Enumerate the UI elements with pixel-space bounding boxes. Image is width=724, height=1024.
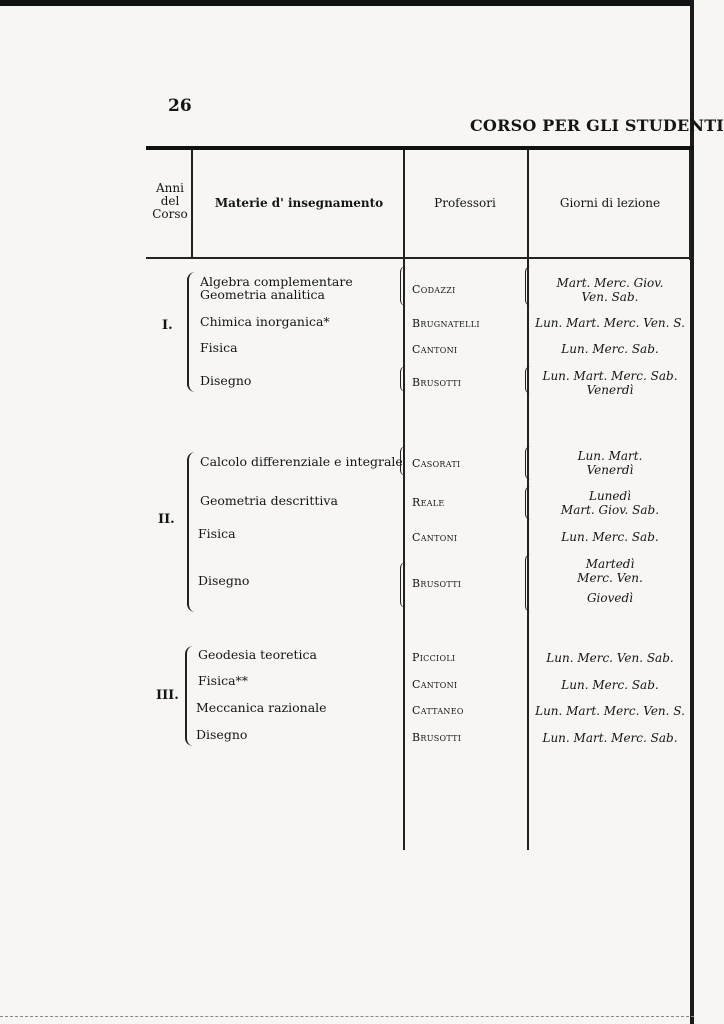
- subject-cell: Disegno: [196, 727, 248, 742]
- days-cell: Lun. Merc. Sab.: [561, 342, 659, 356]
- year-label: II.: [158, 512, 175, 527]
- year-brace: [185, 646, 195, 746]
- professor-cell: Cantoni: [412, 678, 458, 691]
- header-subjects: Materie d' insegnamento: [214, 196, 384, 210]
- header-days: Giorni di lezione: [559, 196, 661, 210]
- professor-cell: Codazzi: [412, 283, 456, 296]
- row-brace: [400, 266, 406, 306]
- row-brace: [400, 562, 406, 608]
- professor-cell: Brusotti: [412, 376, 462, 389]
- subject-cell: Chimica inorganica*: [200, 314, 330, 329]
- subject-cell: Fisica: [200, 340, 238, 355]
- days-cell: Lun. Mart. Merc. Ven. S.: [535, 704, 685, 718]
- year-label: III.: [156, 688, 179, 703]
- professor-cell: Cantoni: [412, 343, 458, 356]
- subject-cell: Disegno: [198, 573, 250, 588]
- row-brace: [400, 446, 406, 476]
- subject-cell: Fisica: [198, 526, 236, 541]
- days-cell: Lun. Mart. Merc. Sab.: [542, 369, 678, 383]
- subject-cell: Algebra complementare: [200, 274, 353, 289]
- running-head: CORSO PER GLI STUDENTI: [470, 116, 724, 135]
- scan-top-edge: [0, 0, 694, 6]
- days-cell: Lun. Merc. Ven. Sab.: [546, 651, 674, 665]
- column-divider-2: [403, 150, 405, 850]
- header-professors: Professori: [434, 196, 496, 210]
- subject-cell: Geodesia teoretica: [198, 647, 317, 662]
- professor-cell: Brusotti: [412, 577, 462, 590]
- subject-cell: Meccanica razionale: [196, 700, 327, 715]
- year-brace: [187, 452, 197, 612]
- table-top-rule: [146, 146, 694, 150]
- days-cell: Lun. Merc. Sab.: [561, 530, 659, 544]
- days-cell: Martedì: [585, 557, 635, 571]
- table-header-rule: [146, 257, 694, 259]
- professor-cell: Brugnatelli: [412, 317, 480, 330]
- row-brace: [400, 366, 406, 392]
- days-cell: Mart. Merc. Giov.: [556, 276, 664, 290]
- professor-cell: Piccioli: [412, 651, 456, 664]
- professor-cell: Cattaneo: [412, 704, 464, 717]
- days-cell: Mart. Giov. Sab.: [560, 503, 660, 517]
- days-cell: Venerdì: [586, 383, 634, 397]
- scan-bottom-edge: [0, 1016, 694, 1018]
- page-number: 26: [168, 96, 192, 116]
- days-cell: Lun. Mart. Merc. Ven. S.: [535, 316, 685, 330]
- year-brace: [187, 272, 197, 392]
- days-cell: Ven. Sab.: [581, 290, 639, 304]
- days-cell: Lun. Merc. Sab.: [561, 678, 659, 692]
- professor-cell: Casorati: [412, 457, 461, 470]
- professor-cell: Cantoni: [412, 531, 458, 544]
- subject-cell: Fisica**: [198, 673, 249, 688]
- days-cell: Lunedì: [588, 489, 632, 503]
- header-years: Anni del Corso: [152, 181, 188, 221]
- professor-cell: Brusotti: [412, 731, 462, 744]
- days-cell: Venerdì: [586, 463, 634, 477]
- year-label: I.: [162, 318, 173, 333]
- subject-cell: Disegno: [200, 373, 252, 388]
- subject-cell: Geometria analitica: [200, 287, 326, 302]
- professor-cell: Reale: [412, 496, 445, 509]
- days-cell: Lun. Mart.: [577, 449, 643, 463]
- days-cell: Giovedì: [586, 591, 634, 605]
- days-cell: Merc. Ven.: [577, 571, 643, 585]
- column-divider-1: [191, 150, 193, 257]
- days-cell: Lun. Mart. Merc. Sab.: [542, 731, 678, 745]
- subject-cell: Calcolo differenziale e integrale: [200, 454, 403, 469]
- subject-cell: Geometria descrittiva: [200, 493, 338, 508]
